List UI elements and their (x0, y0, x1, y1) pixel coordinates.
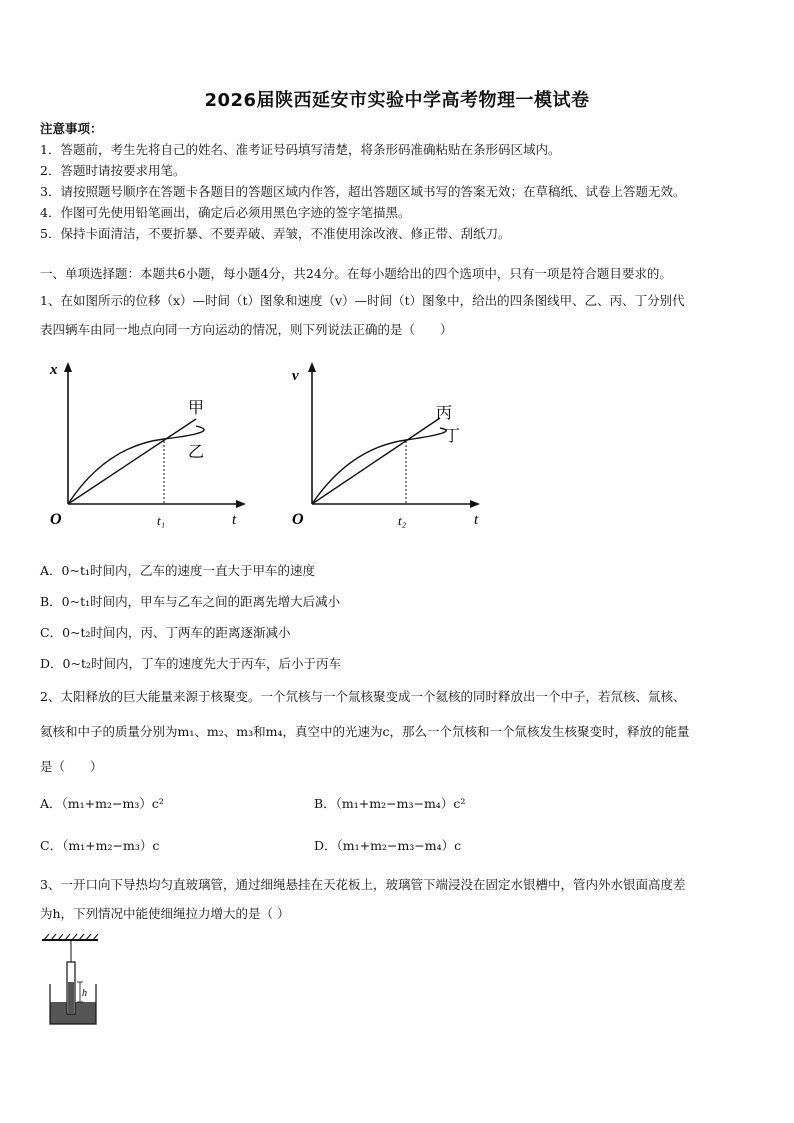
origin-label: O (50, 511, 62, 528)
tick-label: t₁ (157, 513, 166, 528)
question-1-line-1: 1、在如图所示的位移（x）—时间（t）图象和速度（v）—时间（t）图象中，给出的四条图线甲、乙、丙、丁分别代 (40, 293, 685, 308)
curve-label: 丙 (436, 405, 453, 422)
notice-item: 2．答题时请按要求用笔。 (40, 163, 186, 178)
question-2-line-3: 是（ ） (40, 759, 103, 774)
height-label: h (82, 988, 87, 999)
question-2-line-2: 氦核和中子的质量分别为m₁、m₂、m₃和m₄，真空中的光速为c，那么一个氘核和一个氚核发生核聚变时，释放的能量 (40, 724, 690, 739)
y-axis-label: x (50, 362, 58, 378)
option-c: C．（m₁+m₂−m₃）c (40, 838, 160, 853)
section-heading: 一、单项选择题：本题共6小题，每小题4分，共24分。在每小题给出的四个选项中，只有一项是符合题目要求的。 (40, 266, 672, 281)
question-1-line-2: 表四辆车由同一地点向同一方向运动的情况，则下列说法正确的是（ ） (40, 322, 453, 337)
option-b: B．（m₁+m₂−m₃−m₄）c² (314, 796, 466, 811)
option-c: C．0~t₂时间内，丙、丁两车的距离逐渐减小 (40, 625, 291, 640)
tube-in-trough-figure (40, 932, 120, 1032)
notice-item: 3．请按照题号顺序在答题卡各题目的答题区域内作答，超出答题区域书写的答案无效；在草稿纸、试卷上答题无效。 (40, 184, 686, 199)
x-t-graph (36, 356, 256, 536)
page-title: 2026届陕西延安市实验中学高考物理一模试卷 (204, 90, 590, 111)
notice-heading: 注意事项： (40, 121, 103, 136)
notice-item: 1．答题前，考生先将自己的姓名、准考证号码填写清楚，将条形码准确粘贴在条形码区域内。 (40, 142, 561, 157)
notice-item: 5．保持卡面清洁，不要折暴、不要弄破、弄皱，不准使用涂改液、修正带、刮纸刀。 (40, 226, 511, 241)
question-2-line-1: 2、太阳释放的巨大能量来源于核聚变。一个氘核与一个氚核聚变成一个氦核的同时释放出一个中子，若氘核、氚核、 (40, 689, 686, 704)
option-b: B．0~t₁时间内，甲车与乙车之间的距离先增大后减小 (40, 594, 341, 609)
curve-label: 丁 (444, 428, 461, 445)
v-t-graph (280, 356, 500, 536)
question-3-line-2: 为h，下列情况中能使细绳拉力增大的是（ ） (40, 906, 290, 921)
y-axis-label: v (292, 368, 299, 384)
notice-item: 4．作图可先使用铅笔画出，确定后必须用黑色字迹的签字笔描黑。 (40, 205, 411, 220)
x-axis-label: t (232, 512, 237, 528)
option-d: D．0~t₂时间内，丁车的速度先大于丙车，后小于丙车 (40, 656, 341, 671)
x-axis-label: t (474, 512, 479, 528)
option-a: A．0~t₁时间内，乙车的速度一直大于甲车的速度 (40, 563, 315, 578)
option-a: A．（m₁+m₂−m₃）c² (40, 796, 164, 811)
question-3-line-1: 3、一开口向下导热均匀直玻璃管，通过细绳悬挂在天花板上，玻璃管下端浸没在固定水银槽中，管内外水银面高度差 (40, 877, 686, 892)
curve-label: 乙 (188, 444, 205, 461)
origin-label: O (292, 511, 304, 528)
tick-label: t₂ (398, 513, 407, 528)
curve-label: 甲 (188, 400, 205, 417)
option-d: D．（m₁+m₂−m₃−m₄）c (314, 838, 462, 853)
